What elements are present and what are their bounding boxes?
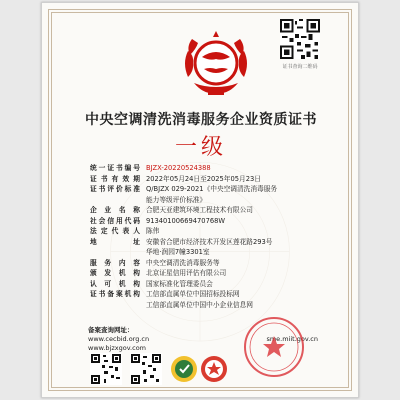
certificate-title: 中央空调清洗消毒服务企业资质证书 [85,112,317,128]
field-company [90,205,320,216]
field-value: 国家标准化管理委员会 [146,279,213,288]
field-value: 中央空调清洗消毒服务等 [146,258,220,267]
field-issuer [90,268,320,279]
field-legal-rep [90,226,320,237]
badge-icon [201,356,227,382]
certificate [41,2,359,398]
field-label: 证书有效期 [90,174,140,183]
field-standard [90,184,320,205]
field-label: 颁发机构 [90,269,140,277]
certificate-fields [90,163,320,310]
badge-icon [171,356,197,382]
field-label: 证书备案机构 [90,290,140,298]
bottom-qr-icon [130,353,162,385]
field-value: 2022年05月24日至2025年05月23日 [146,174,261,183]
field-address [90,237,320,258]
field-label: 法定代表人 [90,227,140,235]
website-link[interactable]: www.bjzxgov.com [88,344,147,352]
field-value: 工信部直属单位中国招标投标网 [146,290,240,298]
field-label: 统一证书编号 [90,164,140,172]
certificate-grade: 一级 [174,135,227,160]
emblem-icon [178,25,254,101]
qr-caption: 证书查询二维码 [282,64,318,70]
field-label: 地址 [90,237,140,246]
website-link[interactable]: sme.miit.gov.cn [266,335,318,343]
field-cert-number [90,163,320,174]
field-label: 企业名称 [90,206,140,214]
field-label: 认可机构 [90,279,140,288]
websites-label: 备案查询网址： [88,326,134,334]
field-label: 证书评价标准 [90,185,140,193]
website-link[interactable]: www.cecbid.org.cn [88,335,150,343]
field-validity [90,174,320,185]
seal-stamp-icon [242,315,306,379]
field-filing-agency [90,289,320,300]
field-value: 北京证星信用评估有限公司 [146,269,227,277]
field-value: 安徽省合肥市经济技术开发区莲花路293号 华地·润园7幢3301室 [146,237,273,256]
field-value: BJZX-20220524388 [146,164,211,172]
field-label: 社会信用代码 [90,216,140,225]
field-value: 陈伟 [146,227,160,235]
field-value: 91340100669470768W [146,216,225,225]
field-credit-code [90,216,320,227]
field-value: Q/BJZX 029-2021《中央空调清洗消毒服务 能力等级评价标准》 [146,185,278,204]
field-accreditor [90,279,320,290]
qr-code-icon [280,19,320,59]
field-value: 合肥天亚建筑环境工程技术有限公司 [146,206,253,214]
field-label: 服务内容 [90,258,140,267]
field-filing-agency-2 [90,300,320,311]
field-service [90,258,320,269]
bottom-qr-icon [90,353,122,385]
field-value: 工信部直属单位中国中小企业信息网 [146,300,253,309]
